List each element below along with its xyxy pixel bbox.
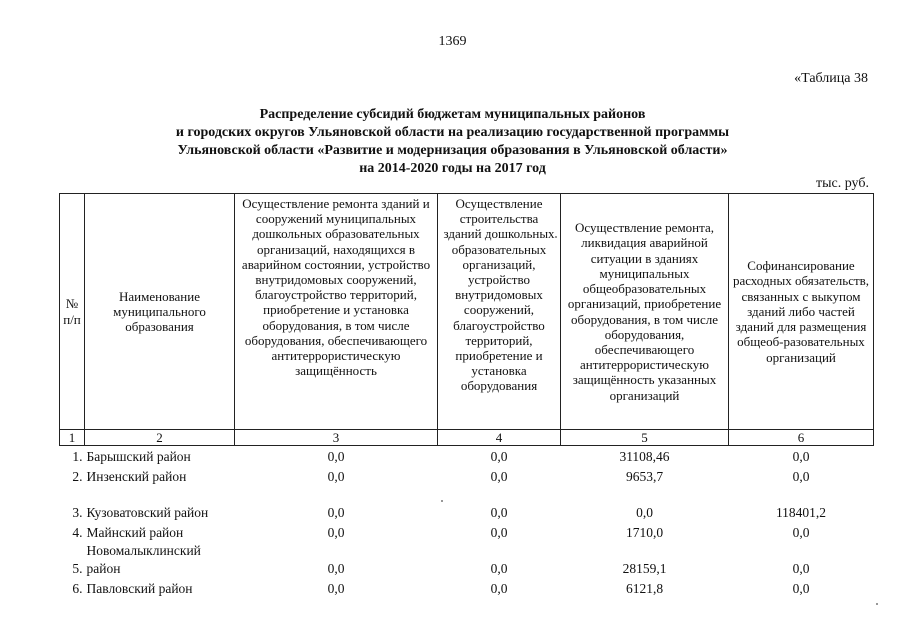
value-cell: 0,0 — [490, 525, 508, 540]
table-row — [60, 522, 874, 542]
value-cell: 31108,46 — [619, 449, 670, 464]
table-row — [60, 446, 874, 467]
title-line: на 2014-2020 годы на 2017 год — [359, 161, 546, 176]
municipality-name: Новомалыклинский район — [86, 543, 201, 576]
municipality-name: Кузоватовский район — [86, 505, 209, 520]
row-number: 4. — [72, 525, 83, 540]
value-cell: 0,0 — [636, 505, 653, 520]
value-cell: 0,0 — [490, 581, 508, 596]
table-reference: «Таблица 38 — [794, 71, 868, 86]
table-row — [60, 542, 874, 578]
value-cell: 0,0 — [327, 469, 345, 484]
value-cell: 0,0 — [792, 525, 810, 540]
table-row — [60, 466, 874, 486]
column-number: 5 — [561, 430, 729, 446]
column-number: 1 — [60, 430, 85, 446]
value-cell: 0,0 — [792, 469, 810, 484]
document-title — [0, 106, 905, 178]
header-row — [60, 194, 874, 430]
row-number: 3. — [72, 505, 83, 520]
value-cell: 0,0 — [490, 469, 508, 484]
title-line: и городских округов Ульяновской области на реализацию государственной программы — [175, 125, 730, 140]
header-municipality: Наименование муниципального образования — [85, 194, 235, 430]
subsidy-table — [59, 193, 874, 598]
value-cell: 0,0 — [792, 449, 810, 464]
value-cell: 0,0 — [490, 505, 508, 520]
header-preschool-repair: Осуществление ремонта зданий и сооружений муниципальных дошкольных образовательных организаций, находящихся в аварийном состоянии, устройство внутридомовых сооружений, благоустройство территорий, приобретение и установка оборудования, в том числе оборудования, обеспечивающего антитеррористическую защищённость — [235, 194, 438, 430]
value-cell: 0,0 — [327, 525, 345, 540]
units-label: тыс. руб. — [816, 176, 869, 191]
value-cell: 0,0 — [490, 449, 508, 464]
column-number-row — [60, 430, 874, 446]
value-cell: 0,0 — [792, 581, 810, 596]
title-line: Ульяновской области «Развитие и модернизация образования в Ульяновской области» — [177, 143, 728, 158]
row-number: 1. — [72, 449, 83, 464]
value-cell: 6121,8 — [625, 581, 664, 596]
header-preschool-construction: Осуществление строительства зданий дошкольных образовательных организаций, устройство внутридомовых сооружений, благоустройство территорий, приобретение и установка оборудования — [438, 194, 561, 430]
value-cell: 0,0 — [327, 581, 345, 596]
row-number: 5. — [72, 561, 83, 576]
column-number: 6 — [729, 430, 874, 446]
municipality-name: Барышский район — [86, 449, 191, 464]
column-number: 4 — [438, 430, 561, 446]
header-cofinancing: Софинансирование расходных обязательств, связанных с выкупом зданий либо частей зданий для размещения общеоб-разовательных организаций — [729, 194, 874, 430]
value-cell: 1710,0 — [625, 525, 664, 540]
scan-speck — [441, 500, 443, 502]
scan-speck — [876, 603, 878, 605]
table-row — [60, 486, 874, 522]
page-number: 1369 — [438, 34, 467, 49]
title-line: Распределение субсидий бюджетам муниципальных районов — [259, 107, 646, 122]
value-cell: 0,0 — [792, 561, 810, 576]
table-row — [60, 578, 874, 598]
value-cell: 0,0 — [327, 505, 345, 520]
header-number: № п/п — [60, 194, 85, 430]
municipality-name: Павловский район — [86, 581, 193, 596]
scan-speck — [555, 236, 557, 238]
value-cell: 28159,1 — [622, 561, 667, 576]
value-cell: 0,0 — [327, 561, 345, 576]
value-cell: 0,0 — [327, 449, 345, 464]
header-school-repair: Осуществление ремонта, ликвидация аварийной ситуации в зданиях муниципальных общеобразовательных организаций, приобретение оборудования, в том числе оборудования, обеспечивающего антитеррористическую защищённость указанных организаций — [561, 194, 729, 430]
municipality-name: Инзенский район — [86, 469, 187, 484]
column-number: 2 — [85, 430, 235, 446]
column-number: 3 — [235, 430, 438, 446]
value-cell: 9653,7 — [625, 469, 664, 484]
value-cell: 118401,2 — [775, 505, 827, 520]
value-cell: 0,0 — [490, 561, 508, 576]
row-number: 2. — [72, 469, 83, 484]
municipality-name: Майнский район — [86, 525, 184, 540]
row-number: 6. — [72, 581, 83, 596]
